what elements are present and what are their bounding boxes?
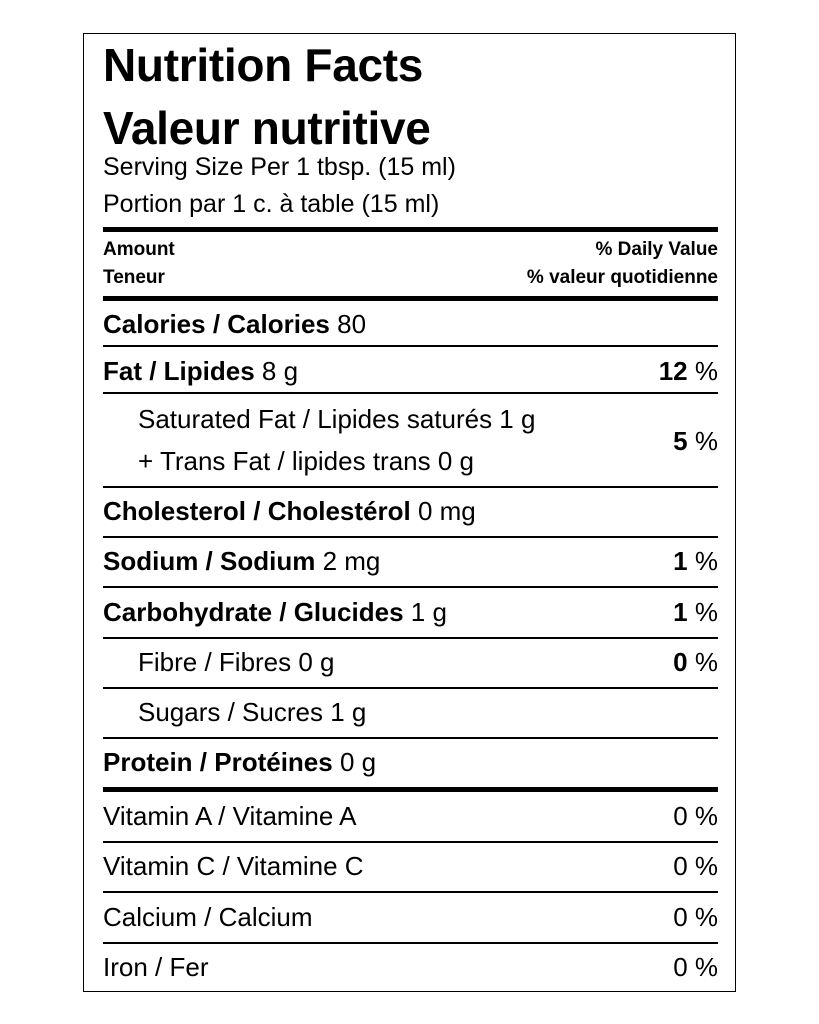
divider xyxy=(103,737,718,739)
iron-label: Iron / Fer xyxy=(103,952,209,982)
title-english: Nutrition Facts xyxy=(103,39,424,91)
fat-label: Fat / Lipides 8 g xyxy=(103,356,299,386)
sugars-label: Sugars / Sucres 1 g xyxy=(138,697,367,727)
sodium-daily-value: 1 % xyxy=(673,546,718,576)
divider xyxy=(103,392,718,394)
cholesterol-label: Cholesterol / Cholestérol 0 mg xyxy=(103,496,476,526)
divider xyxy=(103,942,718,944)
calories-value: 80 xyxy=(337,309,367,339)
divider xyxy=(103,536,718,538)
carbohydrate-daily-value: 1 % xyxy=(673,597,718,627)
nutrition-facts-label xyxy=(83,33,736,992)
fat-value: 8 g xyxy=(261,356,299,386)
divider xyxy=(103,486,718,488)
sodium-label: Sodium / Sodium 2 mg xyxy=(103,546,381,576)
serving-size-french: Portion par 1 c. à table (15 ml) xyxy=(103,190,440,218)
label-content xyxy=(103,34,718,991)
vitamin-c-label: Vitamin C / Vitamine C xyxy=(103,851,364,881)
iron-daily-value: 0 % xyxy=(673,952,718,982)
calories-label: Calories / Calories 80 xyxy=(103,309,367,339)
protein-value: 0 g xyxy=(339,747,377,777)
divider xyxy=(103,637,718,639)
carbohydrate-label: Carbohydrate / Glucides 1 g xyxy=(103,597,447,627)
calcium-label: Calcium / Calcium xyxy=(103,902,313,932)
divider-thick xyxy=(103,227,718,232)
teneur-header: Teneur xyxy=(103,267,165,288)
divider-thick xyxy=(103,787,718,792)
title-french: Valeur nutritive xyxy=(103,102,431,154)
fat-daily-value: 12 % xyxy=(658,356,718,386)
divider xyxy=(103,687,718,689)
carbohydrate-value: 1 g xyxy=(410,597,447,627)
cholesterol-value: 0 mg xyxy=(417,496,476,526)
saturated-trans-daily-value: 5 % xyxy=(673,426,718,456)
fibre-daily-value: 0 % xyxy=(673,647,718,677)
vitamin-c-daily-value: 0 % xyxy=(673,851,718,881)
trans-fat-label: + Trans Fat / lipides trans 0 g xyxy=(138,446,474,476)
vitamin-a-daily-value: 0 % xyxy=(673,801,718,831)
serving-size-english: Serving Size Per 1 tbsp. (15 ml) xyxy=(103,153,456,181)
vitamin-a-label: Vitamin A / Vitamine A xyxy=(103,801,357,831)
divider xyxy=(103,841,718,843)
amount-header: Amount xyxy=(103,239,175,260)
valeur-quotidienne-header: % valeur quotidienne xyxy=(526,267,718,288)
protein-label: Protein / Protéines 0 g xyxy=(103,747,377,777)
daily-value-header: % Daily Value xyxy=(595,239,718,260)
divider xyxy=(103,345,718,347)
divider xyxy=(103,586,718,588)
fibre-label: Fibre / Fibres 0 g xyxy=(138,647,335,677)
divider xyxy=(103,891,718,893)
saturated-fat-label: Saturated Fat / Lipides saturés 1 g xyxy=(138,404,536,434)
sodium-value: 2 mg xyxy=(322,546,381,576)
divider-thick xyxy=(103,296,718,301)
calcium-daily-value: 0 % xyxy=(673,902,718,932)
